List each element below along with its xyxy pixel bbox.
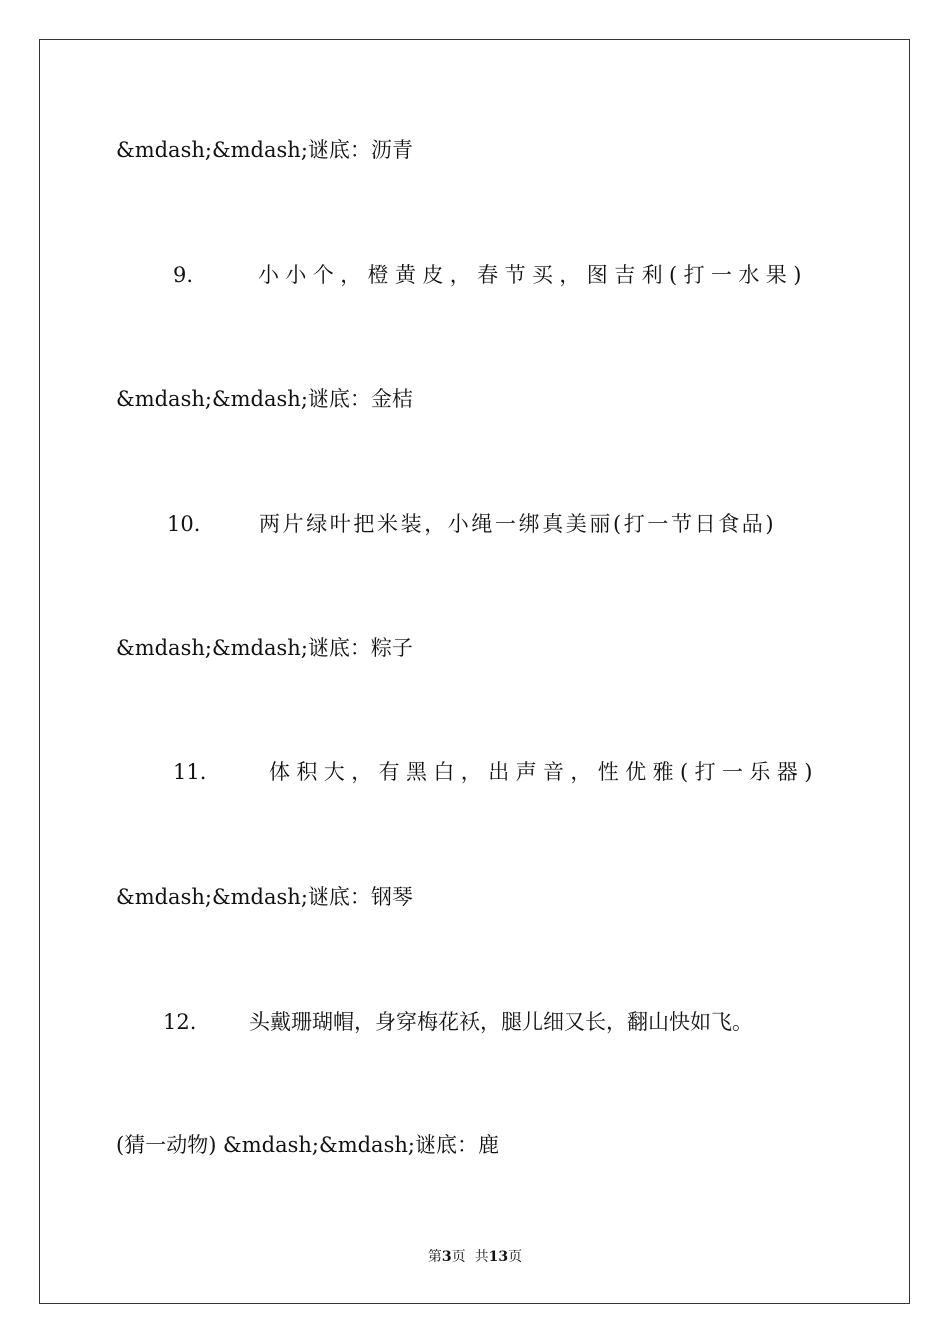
riddle-12-text: 头戴珊瑚帽，身穿梅花袄，腿儿细又长，翻山快如飞。 [249, 1010, 753, 1034]
riddle-10-number: 10. [167, 512, 201, 536]
answer-11: &mdash;&mdash;谜底：钢琴 [116, 885, 413, 909]
footer-page-number: 3 [441, 1249, 452, 1265]
answer-9: &mdash;&mdash;谜底：金桔 [116, 387, 413, 411]
footer-suffix: 页 [508, 1249, 523, 1265]
riddle-9-number: 9. [173, 263, 194, 287]
riddle-11-text: 体积大，有黑白，出声音，性优雅(打一乐器) [269, 760, 819, 784]
answer-12: (猜一动物) &mdash;&mdash;谜底：鹿 [116, 1133, 499, 1157]
footer-middle: 页 共 [451, 1249, 489, 1265]
footer-prefix: 第 [427, 1249, 442, 1265]
riddle-11-number: 11. [173, 760, 207, 784]
answer-8: &mdash;&mdash;谜底：沥青 [116, 138, 413, 162]
page-frame [39, 39, 910, 1304]
answer-10: &mdash;&mdash;谜底：粽子 [116, 636, 413, 660]
riddle-12-number: 12. [163, 1010, 197, 1034]
riddle-10-text: 两片绿叶把米装，小绳一绑真美丽(打一节日食品) [259, 512, 777, 536]
page-footer [0, 1247, 950, 1267]
footer-total-pages: 13 [488, 1249, 509, 1265]
riddle-9-text: 小小个，橙黄皮，春节买，图吉利(打一水果) [258, 263, 808, 287]
